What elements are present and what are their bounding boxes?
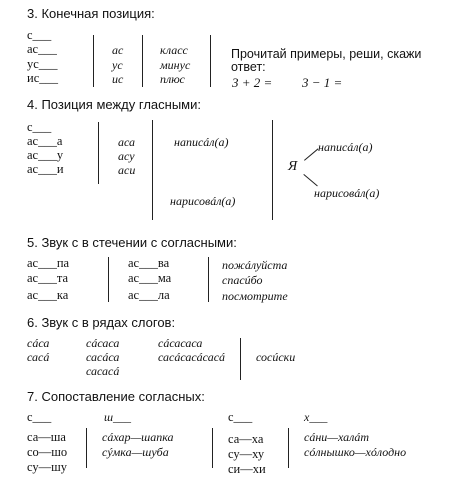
s3-example: 3 − 1 = [302, 75, 343, 90]
s6-col1-item: сасá [27, 350, 50, 364]
s6-col2-item: сасасá [86, 364, 120, 378]
s4-pronoun: Я [288, 159, 298, 174]
s7-col1-item: са—ша [27, 430, 66, 444]
s3-col1-item: с___ [27, 28, 52, 42]
s5-col2-item: ас___ма [128, 271, 172, 285]
s6-col3-item: сасáсасáсасá [158, 350, 226, 364]
s7-header: ш___ [104, 410, 132, 424]
section-4-heading: 4. Позиция между гласными: [27, 97, 201, 112]
s7-header: с___ [228, 410, 253, 424]
section-7-heading: 7. Сопоставление согласных: [27, 389, 205, 404]
divider [208, 257, 209, 302]
s4-word: написáл(а) [174, 135, 229, 149]
s4-col1-item: с___ [27, 120, 52, 134]
s4-col2-item: аса [118, 135, 136, 149]
s7-header: х___ [304, 410, 328, 424]
section-6-heading: 6. Звук с в рядах слогов: [27, 315, 176, 330]
s3-col3-item: плюс [160, 72, 185, 86]
s5-col3-item: спасúбо [222, 273, 263, 287]
section-3-heading: 3. Конечная позиция: [27, 6, 155, 21]
s3-col1-item: ис___ [27, 71, 58, 85]
s3-task-text: ответ: [231, 60, 266, 74]
s4-col2-item: асу [118, 149, 135, 163]
s3-col1-item: ас___ [27, 42, 57, 56]
s6-col2-item: сáсаса [86, 336, 120, 350]
connector-line [304, 148, 318, 160]
s6-col3-item: сáсасаса [158, 336, 203, 350]
s5-col3-item: посмотрите [222, 289, 288, 303]
divider [86, 428, 87, 468]
s3-col1-item: ус___ [27, 57, 58, 71]
s7-col3-item: са—ха [228, 432, 264, 446]
s4-word: нарисовáл(а) [170, 194, 236, 208]
s4-col2-item: аси [118, 163, 136, 177]
s4-col1-item: ас___а [27, 134, 63, 148]
s7-col3-item: су—ху [228, 447, 265, 461]
divider [288, 428, 289, 468]
s3-col2-item: ус [112, 58, 123, 72]
section-5-heading: 5. Звук с в стечении с согласными: [27, 235, 237, 250]
s7-header: с___ [27, 410, 52, 424]
connector-line [303, 174, 317, 186]
divider [98, 122, 99, 184]
divider [142, 35, 143, 87]
divider [212, 428, 213, 468]
divider [108, 257, 109, 302]
s4-right-word: написáл(а) [318, 140, 373, 154]
s7-col1-item: со—шо [27, 445, 68, 459]
s6-col2-item: сасáса [86, 350, 120, 364]
s7-col2-item: сáхар—шапка [102, 430, 174, 444]
s4-col1-item: ас___и [27, 162, 64, 176]
s5-col2-item: ас___ва [128, 256, 170, 270]
divider [93, 35, 94, 87]
s6-word: сосúски [256, 350, 296, 364]
s5-col1-item: ас___ка [27, 288, 69, 302]
s5-col1-item: ас___та [27, 271, 69, 285]
s4-right-word: нарисовáл(а) [314, 186, 380, 200]
s7-col2-item: сýмка—шуба [102, 445, 169, 459]
divider [240, 338, 241, 380]
s7-col3-item: си—хи [228, 462, 266, 476]
s3-col3-item: минус [160, 58, 191, 72]
s5-col3-item: пожáлуйста [222, 258, 288, 272]
s3-task-text: Прочитай примеры, реши, скажи [231, 47, 422, 61]
s3-col2-item: ис [112, 72, 124, 86]
s7-col4-item: сóлнышко—хóлодно [304, 445, 407, 459]
s4-col1-item: ас___у [27, 148, 64, 162]
divider [210, 35, 211, 87]
s3-col3-item: класс [160, 43, 188, 57]
s7-col4-item: сáни—халáт [304, 430, 370, 444]
s6-col1-item: сáса [27, 336, 50, 350]
s5-col2-item: ас___ла [128, 288, 170, 302]
divider [272, 120, 273, 220]
s5-col1-item: ас___па [27, 256, 70, 270]
s3-col2-item: ас [112, 43, 124, 57]
s7-col1-item: су—шу [27, 460, 68, 474]
divider [152, 120, 153, 220]
s3-example: 3 + 2 = [232, 75, 273, 90]
